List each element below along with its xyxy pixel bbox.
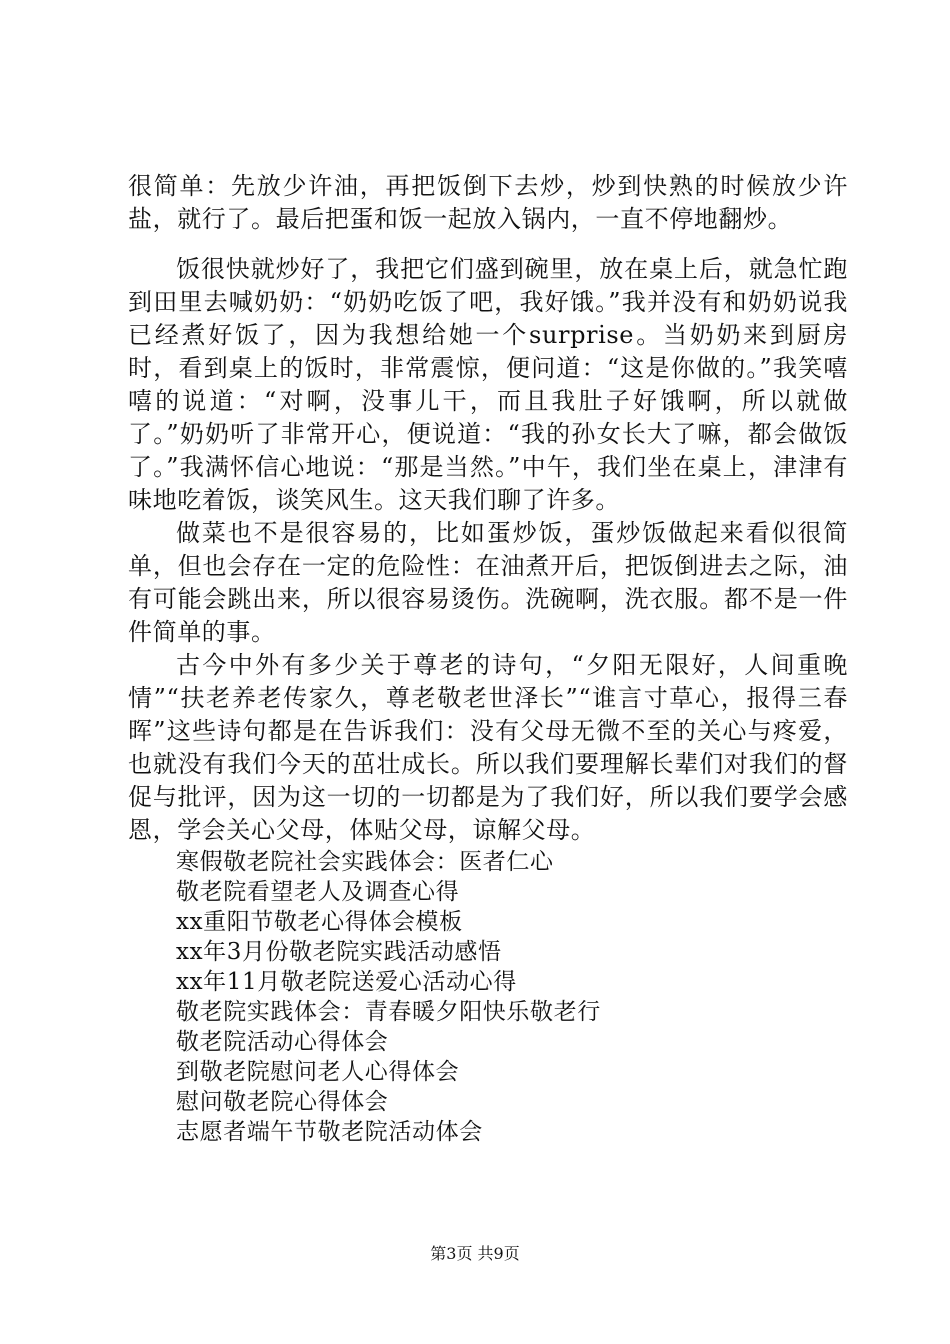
- paragraph-respect-elders: 古今中外有多少关于尊老的诗句，“夕阳无限好，人间重晚情”“扶老养老传家久，尊老敬老世泽长”“谁言寸草心，报得三春晖”这些诗句都是在告诉我们：没有父母无微不至的关心与疼爱，也就没有我们今天的茁壮成长。所以我们要理解长辈们对我们的督促与批评，因为这一切的一切都是为了我们好，所以我们要学会感恩，学会关心父母，体贴父母，谅解父母。: [128, 651, 848, 844]
- related-article-link[interactable]: 慰问敬老院心得体会: [176, 1089, 389, 1115]
- paragraph-cooking-difficulty: 做菜也不是很容易的，比如蛋炒饭，蛋炒饭做起来看似很简单，但也会存在一定的危险性：在油煮开后，把饭倒进去之际，油有可能会跳出来，所以很容易烫伤。洗碗啊，洗衣服。都不是一件件简单的事。: [128, 519, 848, 646]
- related-article-link[interactable]: 敬老院活动心得体会: [176, 1029, 389, 1055]
- related-article-link[interactable]: xx年3月份敬老院实践活动感悟: [176, 939, 502, 965]
- related-article-link[interactable]: xx重阳节敬老心得体会模板: [176, 909, 463, 935]
- paragraph-cooking-story: 饭很快就炒好了，我把它们盛到碗里，放在桌上后，就急忙跑到田里去喊奶奶：“奶奶吃饭了吧，我好饿。”我并没有和奶奶说我已经煮好饭了，因为我想给她一个surprise。当奶奶来到厨房时，看到桌上的饭时，非常震惊，便问道：“这是你做的。”我笑嘻嘻的说道：“对啊，没事儿干，而且我肚子好饿啊，所以就做了。”奶奶听了非常开心，便说道：“我的孙女长大了嘛，都会做饭了。”我满怀信心地说：“那是当然。”中午，我们坐在桌上，津津有味地吃着饭，谈笑风生。这天我们聊了许多。: [128, 255, 848, 514]
- related-article-link[interactable]: xx年11月敬老院送爱心活动心得: [176, 969, 517, 995]
- related-article-link[interactable]: 寒假敬老院社会实践体会：医者仁心: [176, 849, 554, 875]
- related-articles-list: [128, 847, 848, 1147]
- related-article-link[interactable]: 志愿者端午节敬老院活动体会: [176, 1119, 483, 1145]
- document-body: [128, 170, 848, 1147]
- related-article-link[interactable]: 敬老院看望老人及调查心得: [176, 879, 460, 905]
- page-number: 第3页 共9页: [430, 1244, 520, 1263]
- related-article-link[interactable]: 敬老院实践体会：青春暖夕阳快乐敬老行: [176, 999, 601, 1025]
- paragraph-continuation: 很简单：先放少许油，再把饭倒下去炒，炒到快熟的时候放少许盐，就行了。最后把蛋和饭一起放入锅内，一直不停地翻炒。: [128, 172, 848, 233]
- page-footer: [0, 1244, 950, 1264]
- related-article-link[interactable]: 到敬老院慰问老人心得体会: [176, 1059, 460, 1085]
